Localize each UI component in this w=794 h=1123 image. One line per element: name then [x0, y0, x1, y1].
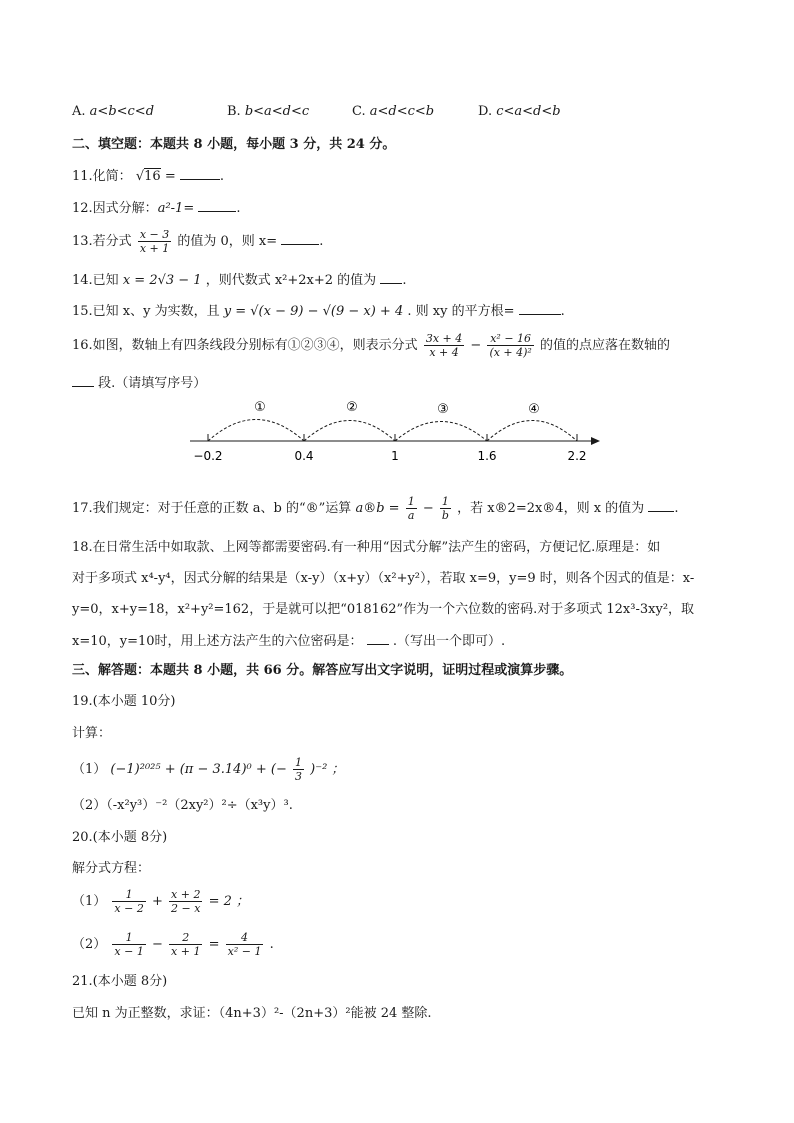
q13-prefix: 13.若分式 [72, 234, 132, 249]
q20-p1-b-num: x + 2 [171, 888, 201, 901]
q16-frac1-den: x + 4 [429, 346, 459, 359]
q12-expr: a²-1= [157, 201, 195, 216]
question-11: 11.化简： √16 = . [72, 166, 224, 186]
answer-blank[interactable] [281, 231, 319, 245]
q17-fraction-1 [406, 495, 417, 522]
option-a [72, 103, 154, 121]
q20-p2-label: （2） [72, 937, 107, 952]
q19-fnum: 1 [295, 756, 302, 769]
option-b-label: B. [227, 104, 241, 119]
segment-arc-3 [395, 422, 487, 442]
question-16 [72, 328, 670, 364]
q20-p2-c-num: 4 [226, 931, 264, 945]
q17-f2-num: 1 [440, 495, 451, 509]
q16-frac2-num: x² − 16 [487, 332, 533, 346]
q19-p1-expr: (−1)²⁰²⁵ + (π − 3.14)⁰ + (− [110, 762, 287, 777]
segment-arc-1 [208, 420, 304, 442]
segment-label: ① [254, 400, 266, 415]
question-21-text: 已知 n 为正整数，求证：（4n+3）²-（2n+3）²能被 24 整除. [72, 1006, 432, 1021]
option-c [352, 103, 434, 121]
segment-label: ③ [437, 402, 449, 417]
answer-blank[interactable] [198, 198, 236, 212]
q20-p1-tail: = 2 ； [208, 894, 250, 909]
q20-p2-fraction-a [112, 931, 145, 958]
q17-tail: ，若 x®2=2x®4，则 x 的值为 [457, 501, 645, 516]
q20-p2-tail: . [269, 937, 274, 952]
option-c-expr: a<d<c<b [369, 104, 435, 119]
question-15: 15.已知 x、y 为实数，且 y = √(x − 9) − √(9 − x) + 4 . 则 xy 的平方根= . [72, 301, 565, 321]
q20-p1-b-den: 2 − x [171, 902, 201, 915]
q13-tail: 的值为 0，则 x= [177, 234, 278, 249]
question-20-intro: 解分式方程： [72, 861, 151, 876]
question-18-line3: y=0，x+y=18，x²+y²=162，于是就可以把“018162”作为一个六位数的密码.对于多项式 12x³-3xy²，取 [72, 602, 695, 617]
tick-label: 0.4 [294, 449, 314, 463]
option-b-expr: b<a<d<c [244, 104, 310, 119]
minus-sign: − [422, 501, 434, 516]
q16-frac2-den: (x + 4)² [489, 346, 532, 359]
q20-p1-a-num: 1 [112, 888, 145, 902]
question-20-part2 [72, 929, 274, 961]
option-d-label: D. [478, 104, 493, 119]
answer-blank[interactable] [72, 373, 94, 387]
option-d [478, 103, 561, 121]
q17-prefix: 17.我们规定：对于任意的正数 a、b 的“®”运算 [72, 501, 352, 516]
sqrt-sign: √16 [135, 169, 161, 184]
q16-line2-text: 段.（请填写序号） [98, 376, 207, 391]
number-line-diagram [180, 392, 610, 470]
question-14: 14.已知 x = 2√3 − 1 ，则代数式 x²+2x+2 的值为 . [72, 270, 406, 290]
option-c-label: C. [352, 104, 366, 119]
option-a-label: A. [72, 104, 86, 119]
q14-prefix: 14.已知 [72, 273, 119, 288]
q11-tail: = [164, 169, 176, 184]
q16-prefix: 16.如图，数轴上有四条线段分别标有①②③④，则表示分式 [72, 338, 418, 353]
plus-sign: + [151, 894, 163, 909]
question-16-line2 [72, 373, 206, 393]
q14-expr: x = 2√3 − 1 [122, 273, 202, 288]
q20-p2-c-den: x² − 1 [227, 945, 262, 958]
tick-label: 1 [391, 449, 399, 463]
question-20-title: 20.(本小题 8分) [72, 830, 168, 845]
q11-radicand: 16 [144, 169, 161, 184]
tick-label: 2.2 [567, 449, 587, 463]
question-18-line2: 对于多项式 x⁴-y⁴，因式分解的结果是（x-y）（x+y）（x²+y²），若取 x=9，y=9 时，则各个因式的值是：x- [72, 571, 695, 586]
q20-p2-fraction-b [169, 931, 202, 958]
question-19-part1 [72, 755, 344, 785]
q13-den: x + 1 [139, 242, 170, 255]
section2-heading: 二、填空题：本题共 8 小题，每小题 3 分，共 24 分。 [72, 137, 396, 152]
minus-sign: − [470, 338, 482, 353]
q20-p2-a-num: 1 [112, 931, 145, 945]
section3-heading: 三、解答题：本题共 8 小题，共 66 分。解答应写出文字说明，证明过程或演算步骤。 [72, 663, 573, 678]
minus-sign: − [151, 937, 163, 952]
q18-l4-tail: .（写出一个即可）. [392, 634, 506, 649]
q11-prefix: 11.化简： [72, 169, 132, 184]
answer-blank[interactable] [380, 270, 402, 284]
q19-fden: 3 [295, 770, 302, 783]
question-19-intro: 计算： [72, 726, 112, 741]
equals-sign: = [208, 937, 220, 952]
q13-fraction [138, 228, 171, 255]
q20-p2-b-num: 2 [169, 931, 202, 945]
q20-p2-b-den: x + 1 [171, 945, 201, 958]
q20-p2-a-den: x − 1 [114, 945, 144, 958]
q19-fraction [293, 756, 304, 783]
q20-p1-a-den: x − 2 [114, 902, 144, 915]
q18-l4-text: x=10，y=10时，用上述方法产生的六位密码是： [72, 634, 363, 649]
q16-fraction-2 [487, 332, 533, 359]
q14-tail: ，则代数式 x²+2x+2 的值为 [205, 273, 377, 288]
answer-blank[interactable] [180, 166, 220, 180]
question-19-part2: （2）（-x²y³）⁻²（2xy²）²÷（x³y）³. [72, 798, 293, 813]
q15-prefix: 15.已知 x、y 为实数，且 [72, 304, 220, 319]
q19-p1-label: （1） [72, 762, 107, 777]
q17-f2-den: b [441, 509, 449, 522]
question-18-line1: 18.在日常生活中如取款、上网等都需要密码.有一种用“因式分解”法产生的密码，方便记忆.原理是：如 [72, 540, 661, 555]
q16-tail: 的值的点应落在数轴的 [539, 338, 670, 353]
answer-blank[interactable] [648, 498, 674, 512]
segment-arc-2 [304, 421, 395, 442]
q20-p1-label: （1） [72, 894, 107, 909]
q13-num: x − 3 [139, 228, 170, 241]
answer-blank[interactable] [519, 301, 561, 315]
option-b [227, 103, 309, 121]
q17-lhs: a®b = [355, 501, 400, 516]
q17-f1-den: a [407, 509, 415, 522]
question-18-line4 [72, 631, 505, 651]
segment-arc-4 [487, 421, 577, 442]
question-19-title: 19.(本小题 10分) [72, 694, 176, 709]
question-20-part1 [72, 886, 249, 918]
q12-prefix: 12.因式分解： [72, 201, 158, 216]
segment-label: ④ [528, 402, 540, 417]
q20-p1-fraction-b [169, 888, 202, 915]
question-12: 12.因式分解：a²-1= . [72, 198, 241, 218]
tick-label: −0.2 [193, 449, 223, 463]
question-13: 13.若分式 $\frac{x - 3}{x + 1}$ 的值为 0，则 x= . [72, 228, 324, 255]
q15-tail: . 则 xy 的平方根= [407, 304, 515, 319]
question-17: 17.我们规定：对于任意的正数 a、b 的“®”运算 a®b = $\frac{1}{a}$ − $\frac{1}{b}$ ，若 x®2=2x®4，则 x 的值为 . [72, 495, 679, 522]
q16-fraction-1 [424, 332, 464, 359]
tick-label: 1.6 [477, 449, 497, 463]
answer-blank[interactable] [367, 631, 389, 645]
q20-p2-fraction-c [226, 931, 264, 958]
question-21-title: 21.(本小题 8分) [72, 974, 168, 989]
q17-fraction-2 [440, 495, 451, 522]
q16-frac1-num: 3x + 4 [425, 332, 463, 345]
q17-f1-num: 1 [407, 495, 415, 508]
q19-p1-tail: )⁻² ； [310, 762, 345, 777]
option-a-expr: a<b<c<d [89, 104, 155, 119]
segment-label: ② [346, 400, 358, 415]
axis-arrow-icon [591, 437, 600, 445]
q15-expr: y = √(x − 9) − √(9 − x) + 4 [223, 304, 404, 319]
q20-p1-fraction-a [112, 888, 145, 915]
option-d-expr: c<a<d<b [496, 104, 561, 119]
